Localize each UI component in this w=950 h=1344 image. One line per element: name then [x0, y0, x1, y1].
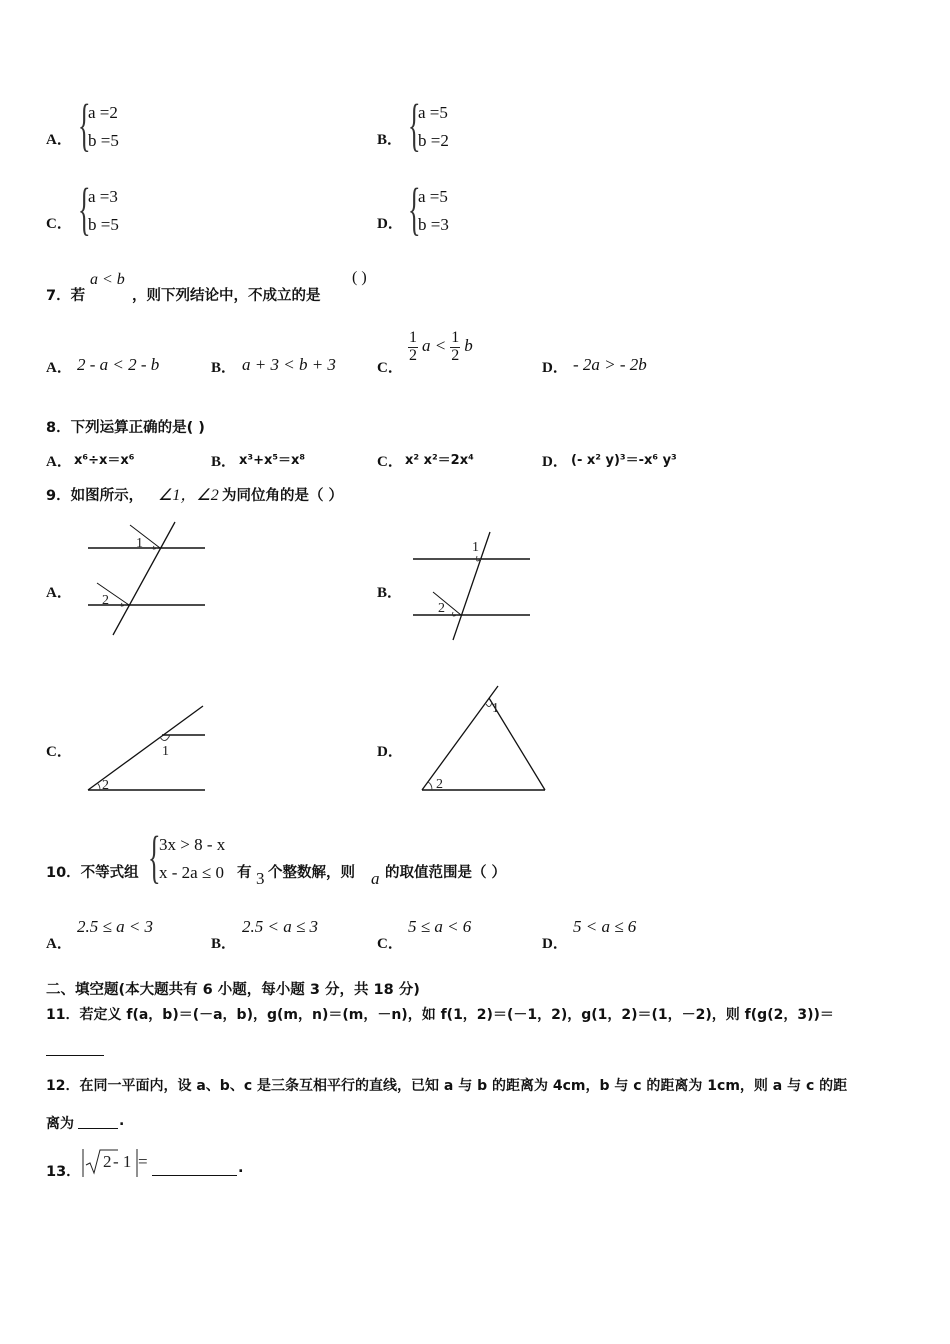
option-label: B．	[211, 360, 237, 376]
option-label: D．	[377, 744, 403, 760]
q10-stem-mid2: 个整数解，则	[268, 865, 355, 881]
angle-1-label: 1	[472, 540, 479, 555]
system-line-2: b =3	[418, 215, 449, 234]
system-line-1: a =3	[88, 187, 118, 206]
system-line-1: a =2	[88, 103, 118, 122]
q10-var: a	[371, 869, 380, 888]
q8-stem: 8．下列运算正确的是( )	[46, 420, 205, 436]
q7-condition: a < b	[90, 271, 125, 288]
answer-blank	[78, 1114, 118, 1129]
q7-stem: ，则下列结论中，不成立的是	[132, 288, 321, 304]
q13-number: 13．	[46, 1164, 81, 1180]
option-label: C．	[377, 936, 403, 952]
q13-rest: - 1	[113, 1152, 132, 1171]
angle-1-label: 1	[492, 701, 499, 716]
q13-end: .	[238, 1160, 244, 1176]
angle-2-label: 2	[436, 777, 443, 792]
system-line-1: a =5	[418, 187, 448, 206]
option-label: B．	[211, 936, 237, 952]
angle-2-label: 2	[102, 778, 109, 793]
q10-stem-post: 的取值范围是（ ）	[385, 865, 507, 881]
system-line-2: x - 2a ≤ 0	[159, 863, 225, 882]
q7-option-c-expr: $\frac{1}{2}$ a < $\frac{1}{2}$ b	[409, 329, 473, 364]
angle-2-label: 2	[438, 601, 445, 616]
brace: {	[408, 176, 421, 241]
option-label: A．	[46, 936, 72, 952]
angle-1-label: 1	[162, 744, 169, 759]
q10-stem-mid: 有	[237, 865, 252, 881]
q13-equals: =	[138, 1152, 148, 1171]
q9-stem-pre: 9．如图所示，	[46, 488, 144, 504]
q11-stem: 11．若定义 f(a，b)＝(－a，b)，g(m，n)＝(m，－n)，如 f(1，2)＝(－1，2)，g(1，2)＝(1，－2)，则 f(g(2，3))＝	[46, 1007, 834, 1023]
q10-option-a-expr: 2.5 ≤ a < 3	[77, 917, 154, 936]
section-heading: 二、填空题(本大题共有 6 小题，每小题 3 分，共 18 分)	[46, 982, 420, 998]
q10-option-b-expr: 2.5 < a ≤ 3	[242, 917, 319, 936]
brace: {	[408, 92, 421, 157]
q10-stem-pre: 10．不等式组	[46, 865, 139, 881]
option-label: A．	[46, 585, 72, 601]
option-label: A．	[46, 360, 72, 376]
option-label: D．	[377, 216, 403, 232]
brace: {	[78, 92, 91, 157]
system-line-2: b =2	[418, 131, 449, 150]
fraction: $\frac{1}{2}$	[451, 329, 460, 364]
angle-2-label: 2	[102, 593, 109, 608]
q7-number: 7．若	[46, 288, 86, 304]
q8-option-d-expr: (- x² y)³＝-x⁶ y³	[571, 453, 677, 468]
option-label: D．	[542, 360, 568, 376]
brace: {	[148, 824, 161, 889]
q9-figure-a	[80, 515, 220, 640]
option-label: B．	[377, 132, 403, 148]
system-line-2: b =5	[88, 215, 119, 234]
system-line-1: 3x > 8 - x	[159, 835, 226, 854]
option-label: B．	[211, 454, 237, 470]
answer-blank	[46, 1041, 104, 1056]
q8-option-b-expr: x³+x⁵＝x⁸	[239, 453, 306, 468]
q9-figure-c	[80, 700, 220, 800]
option-label: D．	[542, 454, 568, 470]
option-label: C．	[377, 360, 403, 376]
q8-option-c-expr: x² x²＝2x⁴	[405, 453, 474, 468]
option-label: A．	[46, 454, 72, 470]
answer-blank	[152, 1161, 237, 1176]
brace: {	[78, 176, 91, 241]
q12-stem-line1: 12．在同一平面内，设 a、b、c 是三条互相平行的直线，已知 a 与 b 的距离为 4cm，b 与 c 的距离为 1cm，则 a 与 c 的距	[46, 1078, 848, 1094]
q12-end: .	[119, 1113, 125, 1129]
angle-1-label: 1	[136, 536, 143, 551]
fraction: $\frac{1}{2}$	[409, 329, 417, 364]
option-label: C．	[46, 744, 72, 760]
q7-answer-paren: ( )	[352, 269, 367, 286]
option-label: A．	[46, 132, 72, 148]
q7-option-b-expr: a + 3 < b + 3	[242, 355, 336, 374]
system-line-1: a =5	[418, 103, 448, 122]
system-line-2: b =5	[88, 131, 119, 150]
option-label: D．	[542, 936, 568, 952]
radicand: 2	[103, 1152, 112, 1171]
q9-stem-post: 为同位角的是（ ）	[222, 488, 344, 504]
q12-stem-line2: 离为	[46, 1116, 74, 1132]
q8-option-a-expr: x⁶÷x＝x⁶	[74, 453, 135, 468]
q9-angles: ∠1，∠2	[158, 487, 219, 504]
q7-option-a-expr: 2 - a < 2 - b	[77, 355, 160, 374]
q9-figure-b	[405, 520, 545, 645]
option-label: C．	[377, 454, 403, 470]
q10-option-c-expr: 5 ≤ a < 6	[408, 917, 472, 936]
option-label: C．	[46, 216, 72, 232]
q7-option-d-expr: - 2a > - 2b	[573, 355, 647, 374]
option-label: B．	[377, 585, 403, 601]
q9-figure-d	[410, 680, 555, 800]
q10-option-d-expr: 5 < a ≤ 6	[573, 917, 637, 936]
q10-count: 3	[256, 869, 265, 888]
